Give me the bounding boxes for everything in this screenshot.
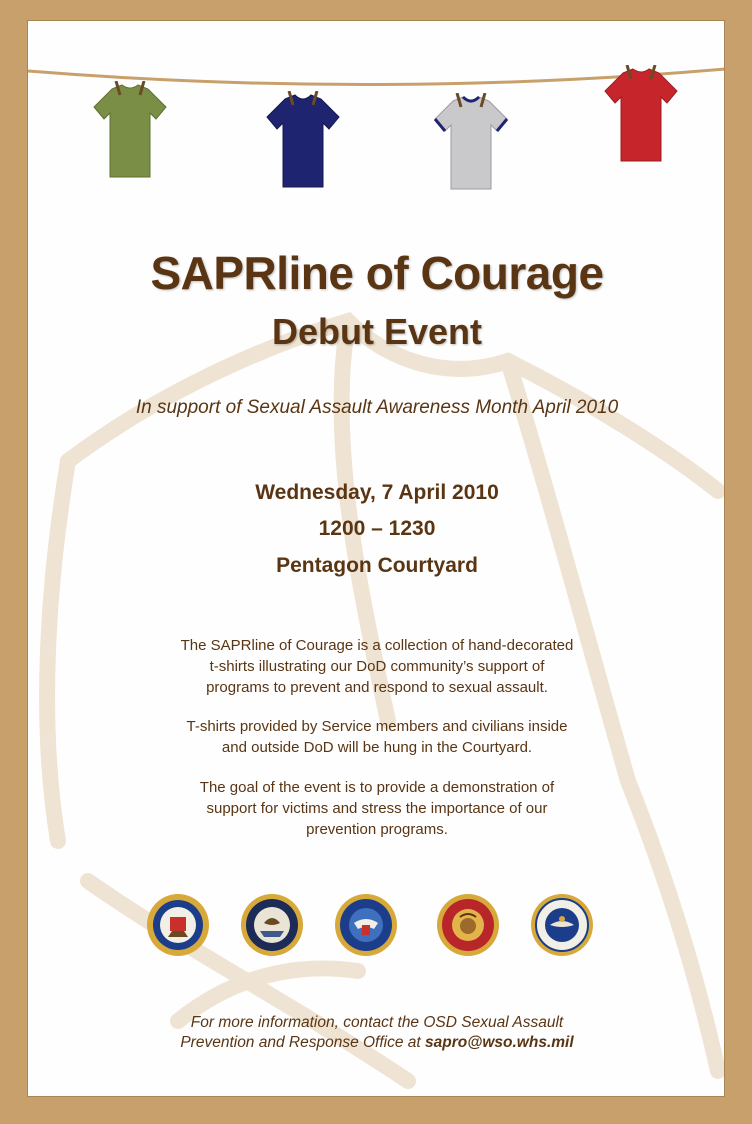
poster <box>27 20 725 1097</box>
navy-tshirt-icon <box>263 91 343 191</box>
contact-email-link[interactable]: sapro@wso.whs.mil <box>425 1034 574 1051</box>
service-seals <box>28 893 725 963</box>
marine-corps-seal-icon <box>436 893 500 957</box>
paragraph-line: and outside DoD will be hung in the Courtyard. <box>221 739 533 756</box>
paragraph-line: The goal of the event is to provide a demonstration of <box>199 779 555 796</box>
green-tshirt-icon <box>90 81 170 181</box>
paragraph-line: programs to prevent and respond to sexual assault. <box>206 679 548 696</box>
paragraph-line: support for victims and stress the importance of our <box>206 800 548 817</box>
footer-contact-line-1: For more information, contact the OSD Sexual Assault <box>190 1014 564 1031</box>
gray-tshirt-icon <box>431 93 511 193</box>
event-location: Pentagon Courtyard <box>276 554 478 577</box>
description-paragraph-2 <box>88 716 666 758</box>
paragraph-line: prevention programs. <box>306 821 448 838</box>
paragraph-line: t-shirts illustrating our DoD community’s support of <box>209 658 545 675</box>
paragraph-line: T-shirts provided by Service members and civilians inside <box>186 718 568 735</box>
dod-seal-icon <box>334 893 398 957</box>
tagline: In support of Sexual Assault Awareness Month April 2010 <box>135 397 619 418</box>
red-tshirt-icon <box>601 65 681 165</box>
description-paragraph-3 <box>88 777 666 840</box>
footer-contact-prefix: Prevention and Response Office at <box>180 1034 426 1051</box>
description-paragraph-1 <box>88 635 666 698</box>
navy-seal-icon <box>240 893 304 957</box>
paragraph-line: The SAPRline of Courage is a collection of hand-decorated <box>180 637 574 654</box>
event-date: Wednesday, 7 April 2010 <box>255 481 499 504</box>
event-time: 1200 – 1230 <box>318 517 436 540</box>
footer-contact-line-2 <box>28 1033 725 1053</box>
army-seal-icon <box>146 893 210 957</box>
page-title: SAPRline of Courage <box>150 247 604 299</box>
event-subtitle: Debut Event <box>271 311 483 352</box>
air-force-seal-icon <box>530 893 594 957</box>
